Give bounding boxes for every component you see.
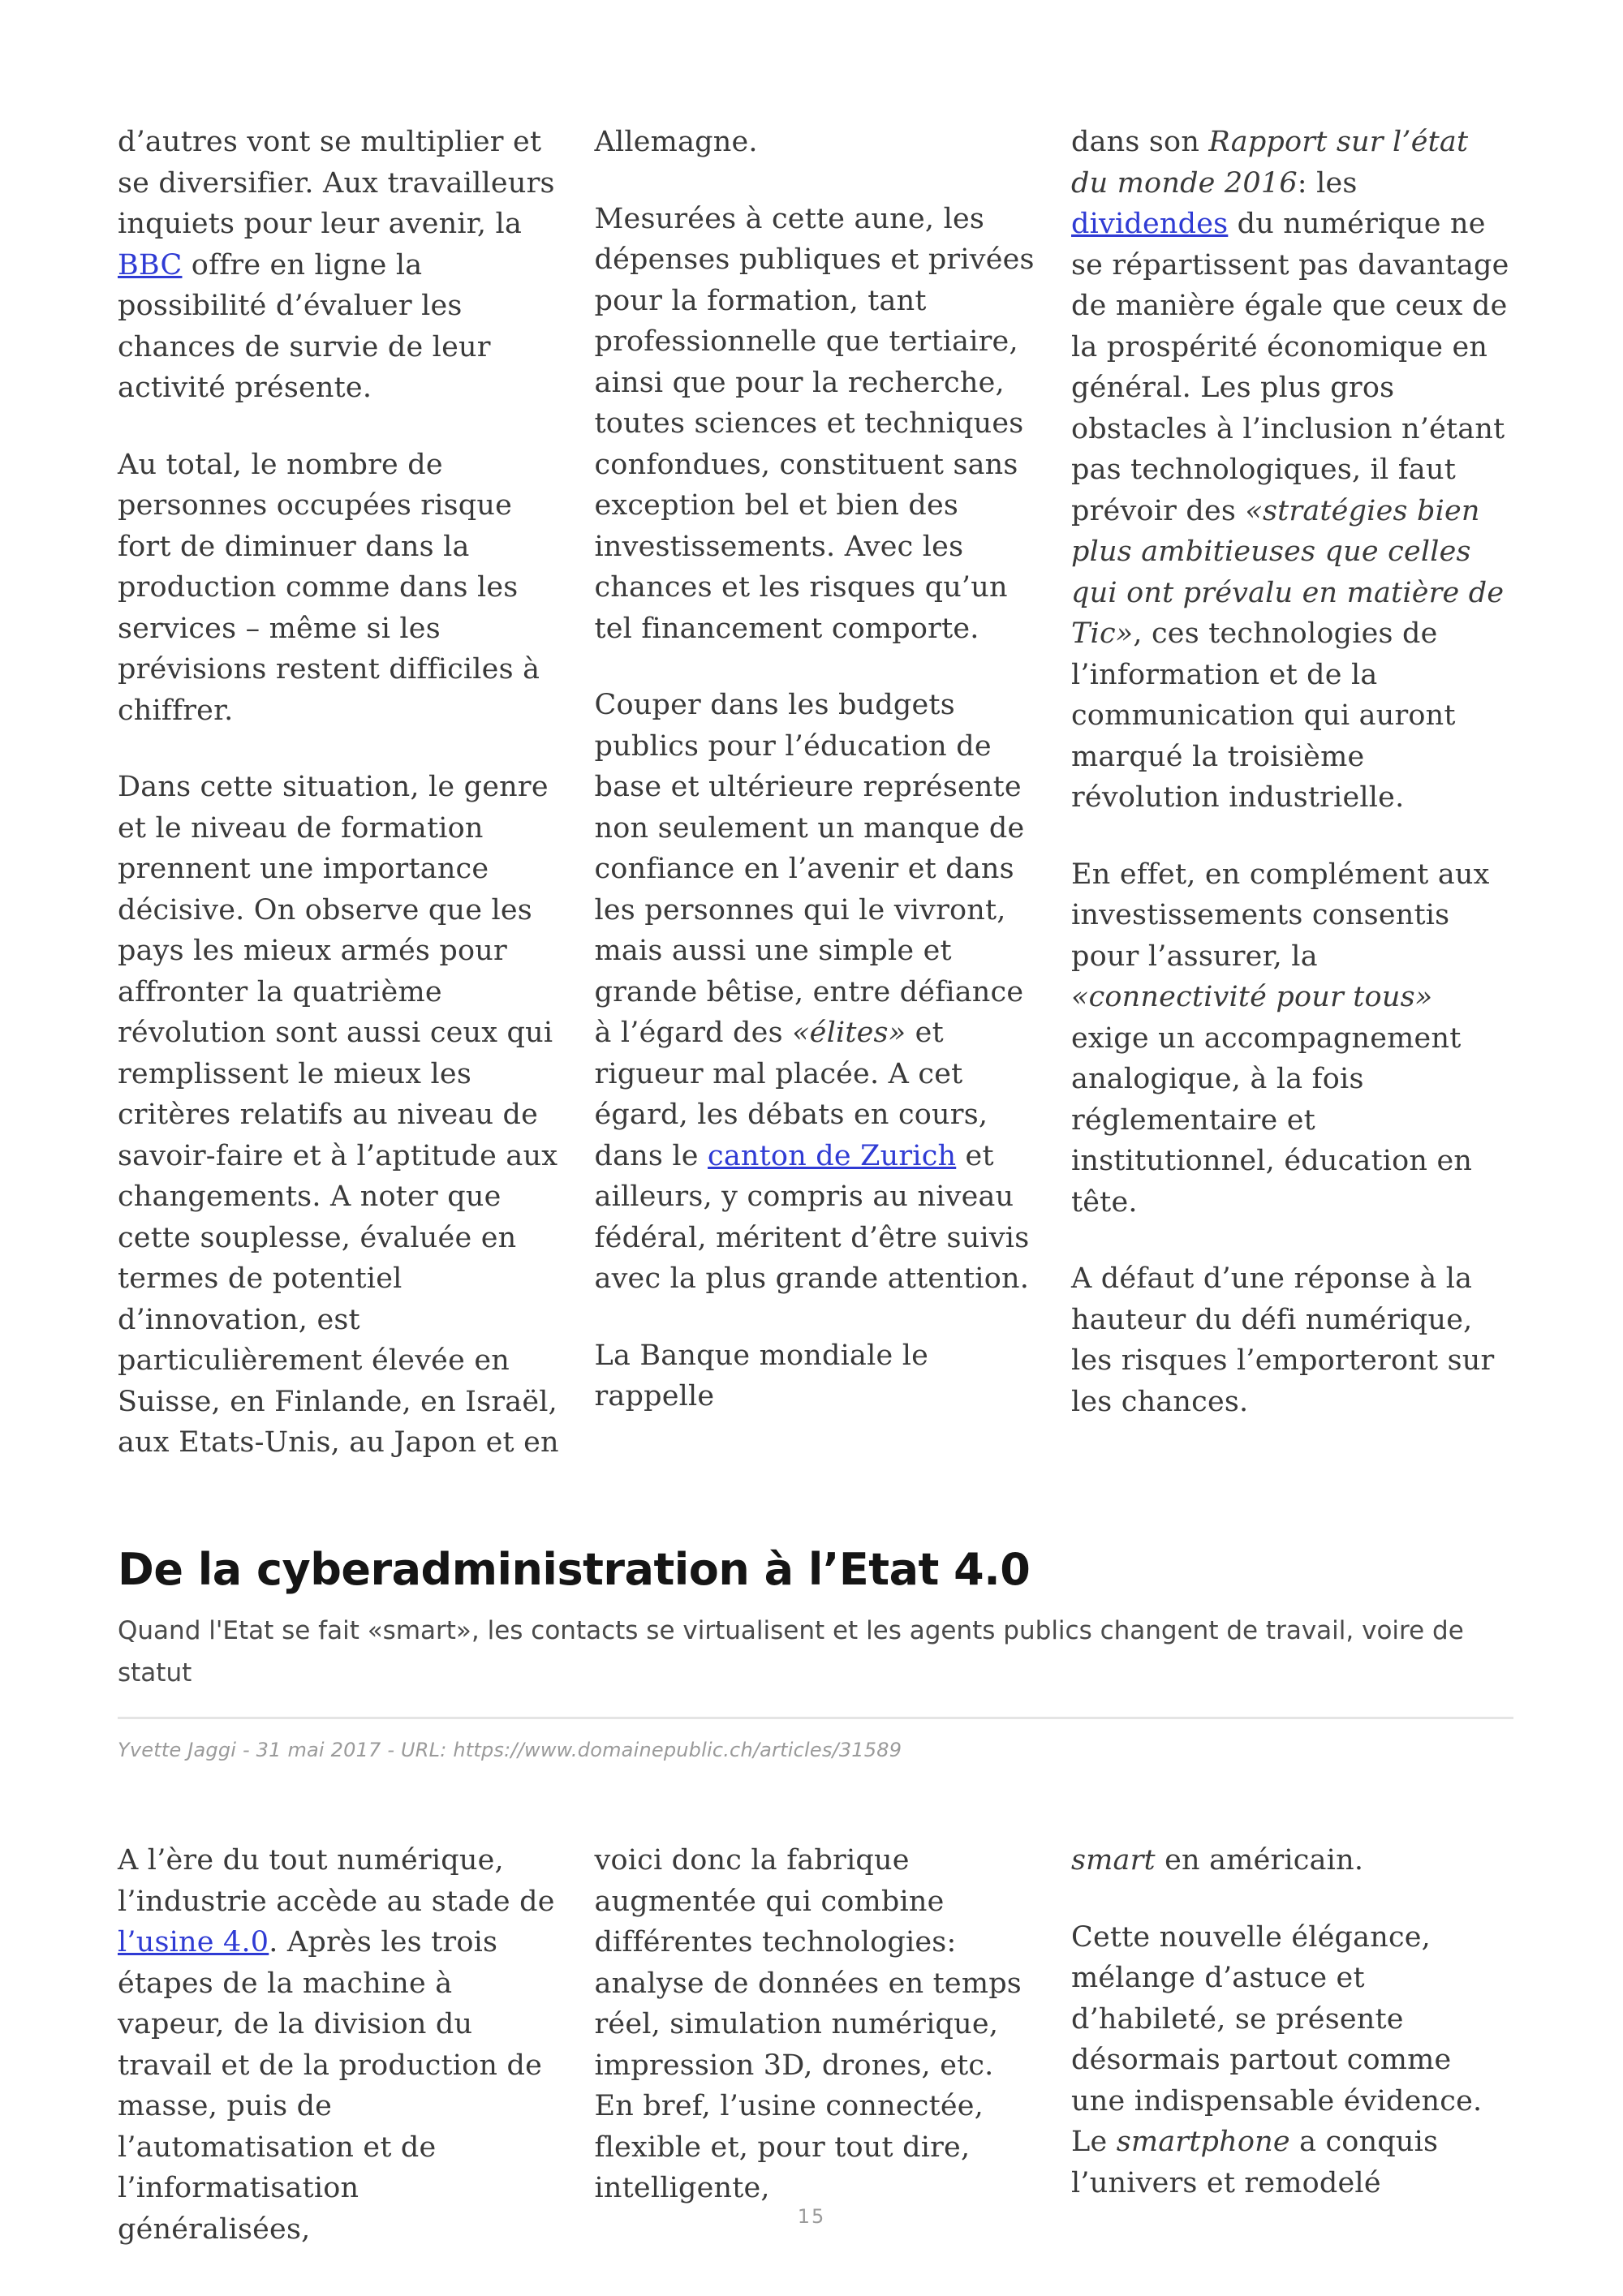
paragraph: La Banque mondiale le rappelle bbox=[594, 1339, 929, 1412]
column-2 bbox=[595, 122, 1037, 1464]
paragraph: En effet, en complément aux investissements consentis pour l’assurer, la «connectivité pour tous» exige un accompagnement analogique, à la fois réglementaire et institutionnel, éducation en tête. bbox=[1071, 858, 1490, 1219]
previous-article-columns bbox=[118, 122, 1513, 1464]
paragraph: Au total, le nombre de personnes occupées risque fort de diminuer dans la production comme dans les services – même si les prévisions restent difficiles à chiffrer. bbox=[118, 448, 540, 727]
paragraph: A défaut d’une réponse à la hauteur du défi numérique, les risques l’emporteront sur les chances. bbox=[1071, 1262, 1495, 1418]
paragraph: voici donc la fabrique augmentée qui combine différentes technologies: analyse de données en temps réel, simulation numérique, impression 3D, drones, etc. En bref, l’usine connectée, flexible et, pour tout dire, intelligente, bbox=[594, 1844, 1022, 2204]
paragraph: Dans cette situation, le genre et le niveau de formation prennent une importance décisive. On observe que les pays les mieux armés pour affronter la quatrième révolution sont aussi ceux qui remplissent le mieux les critères relatifs au niveau de savoir-faire et à l’aptitude aux changements. A noter que cette souplesse, évaluée en termes de potentiel d’innovation, est particulièrement élevée en Suisse, en Finlande, en Israël, aux Etats-Unis, au Japon et en bbox=[118, 771, 559, 1459]
divider bbox=[118, 1717, 1513, 1719]
paragraph: Allemagne. bbox=[594, 126, 758, 158]
article-subtitle: Quand l'Etat se fait «smart», les contacts se virtualisent et les agents publics changent de travail, voire de statut bbox=[118, 1616, 1464, 1688]
column-3 bbox=[1071, 122, 1513, 1464]
link-usine-4-0[interactable]: l’usine 4.0 bbox=[118, 1926, 269, 1958]
paragraph: dans son Rapport sur l’état du monde 2016: les dividendes du numérique ne se répartissent pas davantage de manière égale que ceux de la prospérité économique en général. Les plus gros obstacles à l’inclusion n’étant pas technologiques, il faut prévoir des «stratégies bien plus ambitieuses que celles qui ont prévalu en matière de Tic», ces technologies de l’information et de la communication qui auront marqué la troisième révolution industrielle. bbox=[1071, 126, 1509, 814]
paragraph: Mesurées à cette aune, les dépenses publiques et privées pour la formation, tant professionnelle que tertiaire, ainsi que pour la recherche, toutes sciences et techniques confondues, constituent sans exception bel et bien des investissements. Avec les chances et les risques qu’un tel financement comporte. bbox=[594, 202, 1035, 645]
link-bbc[interactable]: BBC bbox=[118, 248, 183, 282]
column-1 bbox=[118, 1840, 560, 2250]
paragraph: d’autres vont se multiplier et se diversifier. Aux travailleurs inquiets pour leur avenir, la BBC offre en ligne la possibilité d’évaluer les chances de survie de leur activité présente. bbox=[118, 126, 555, 404]
article-columns bbox=[118, 1840, 1513, 2250]
article-header bbox=[118, 1541, 1513, 1761]
page-number: 15 bbox=[797, 2205, 826, 2228]
paragraph: A l’ère du tout numérique, l’industrie accède au stade de l’usine 4.0. Après les trois étapes de la machine à vapeur, de la division du travail et de la production de masse, puis de l’automatisation et de l’informatisation généralisées, bbox=[118, 1844, 555, 2246]
paragraph: smart en américain. bbox=[1071, 1844, 1364, 1877]
article-title: De la cyberadministration à l’Etat 4.0 bbox=[118, 1544, 1031, 1595]
link-dividendes[interactable]: dividendes bbox=[1071, 208, 1229, 240]
column-2 bbox=[595, 1840, 1037, 2250]
byline: Yvette Jaggi - 31 mai 2017 - URL: https://www.domainepublic.ch/articles/31589 bbox=[118, 1739, 902, 1761]
link-canton-de-zurich[interactable]: canton de Zurich bbox=[708, 1139, 957, 1172]
column-1 bbox=[118, 122, 560, 1464]
paragraph: Cette nouvelle élégance, mélange d’astuce et d’habileté, se présente désormais partout comme une indispensable évidence. Le smartphone a conquis l’univers et remodelé bbox=[1071, 1920, 1483, 2199]
paragraph: Couper dans les budgets publics pour l’éducation de base et ultérieure représente non seulement un manque de confiance en l’avenir et dans les personnes qui le vivront, mais aussi une simple et grande bêtise, entre défiance à l’égard des «élites» et rigueur mal placée. A cet égard, les débats en cours, dans le canton de Zurich et ailleurs, y compris au niveau fédéral, méritent d’être suivis avec la plus grande attention. bbox=[594, 689, 1030, 1295]
column-3 bbox=[1071, 1840, 1513, 2250]
